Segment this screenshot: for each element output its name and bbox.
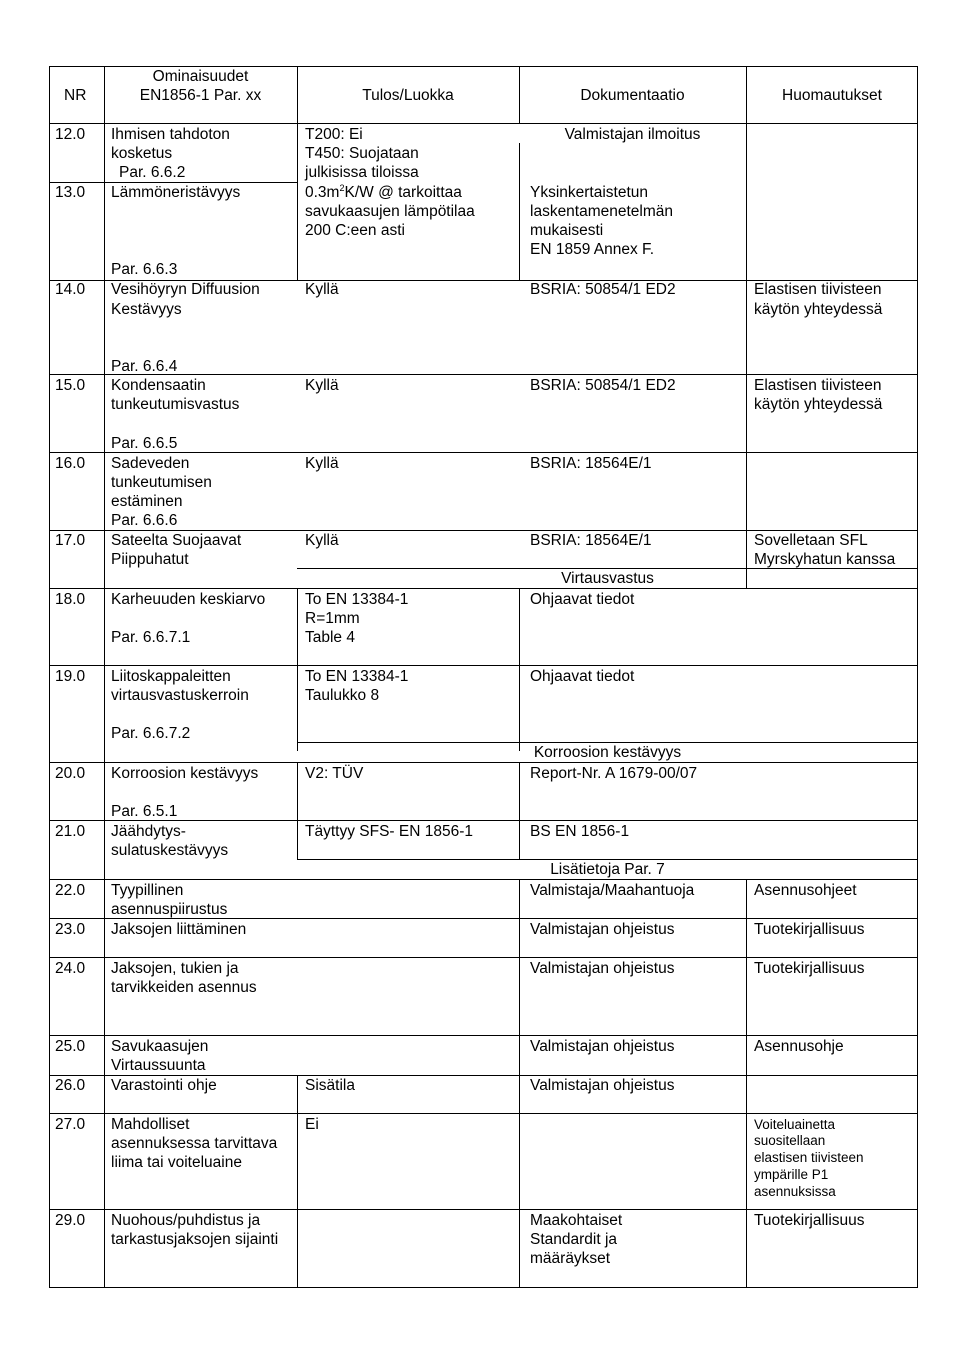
result: julkisissa tiloissa [305,164,419,181]
row-nr: 29.0 [55,1212,86,1229]
property: tarkastusjaksojen sijainti [111,1231,279,1248]
property: Karheuuden keskiarvo [111,591,266,608]
property: virtausvastuskerroin [111,687,249,704]
property: Piippuhatut [111,551,189,568]
documentation: mukaisesti [530,222,604,239]
property: sulatuskestävyys [111,842,229,859]
property-par: Par. 6.6.7.1 [111,629,191,646]
property: Mahdolliset [111,1116,190,1133]
property: Kondensaatin [111,377,206,394]
result: 200 C:een asti [305,222,405,239]
row-nr: 18.0 [55,591,86,608]
property: Kestävyys [111,301,182,318]
result: Kyllä [305,281,339,298]
note: Voiteluainetta [754,1117,836,1132]
col-divider [297,588,298,751]
result: Täyttyy SFS- EN 1856-1 [305,823,473,840]
note: Asennusohjeet [754,882,857,899]
property: estäminen [111,493,183,510]
documentation: Valmistajan ohjeistus [530,921,675,938]
header-huomautukset: Huomautukset [782,87,882,104]
col-divider [519,143,520,280]
row-nr: 24.0 [55,960,86,977]
result-superscript: 2 [339,183,345,193]
property-par: Par. 6.5.1 [111,803,178,820]
row-divider [49,820,918,821]
note: Elastisen tiivisteen [754,377,882,394]
row-divider [49,452,918,453]
section-heading: Korroosion kestävyys [533,744,682,761]
row-nr: 17.0 [55,532,86,549]
row-nr: 16.0 [55,455,86,472]
note: Elastisen tiivisteen [754,281,882,298]
row-divider [49,1113,918,1114]
property: Korroosion kestävyys [111,765,259,782]
note: Asennusohje [754,1038,844,1055]
result: savukaasujen lämpötilaa [305,203,475,220]
col-divider [297,762,298,859]
result: R=1mm [305,610,360,627]
row-divider [49,1209,918,1210]
row-nr: 19.0 [55,668,86,685]
result: To EN 13384-1 [305,668,409,685]
row-nr: 20.0 [55,765,86,782]
col-divider [297,123,298,280]
result: Ei [305,1116,319,1133]
result: Kyllä [305,532,339,549]
row-nr: 23.0 [55,921,86,938]
section-heading: Lisätietoja Par. 7 [550,861,665,878]
note: käytön yhteydessä [754,396,883,413]
property: Sadeveden [111,455,190,472]
documentation: Yksinkertaistetun [530,184,649,201]
result: Taulukko 8 [305,687,380,704]
property: Varastointi ohje [111,1077,217,1094]
documentation: laskentamenetelmän [530,203,674,220]
table-left-border [49,66,50,1288]
property: asennuksessa tarvittava [111,1135,278,1152]
result-unit: K/W @ tarkoittaa [344,184,462,201]
col-divider [519,762,520,859]
property-par: Par. 6.6.6 [111,512,178,529]
result: T450: Suojataan [305,145,419,162]
result: Table 4 [305,629,355,646]
note: suositellaan [754,1133,826,1148]
col-divider [297,1075,298,1287]
documentation: EN 1859 Annex F. [530,241,655,258]
row-nr: 27.0 [55,1116,86,1133]
property: tunkeutumisvastus [111,396,240,413]
documentation: Report-Nr. A 1679-00/07 [530,765,698,782]
documentation: määräykset [530,1250,611,1267]
note: Tuotekirjallisuus [754,960,865,977]
property: asennuspiirustus [111,901,228,918]
property: kosketus [111,145,173,162]
header-en-par: EN1856-1 Par. xx [139,87,262,104]
documentation: Maakohtaiset [530,1212,623,1229]
note: asennuksissa [754,1184,836,1199]
property-par: Par. 6.6.2 [119,164,186,181]
property: Jäähdytys- [111,823,186,840]
row-nr: 13.0 [55,184,86,201]
result: Kyllä [305,377,339,394]
property-par: Par. 6.6.4 [111,358,178,375]
col-divider [746,879,747,1287]
documentation: Valmistajan ohjeistus [530,960,675,977]
header-tulos: Tulos/Luokka [362,87,454,104]
note: Myrskyhatun kanssa [754,551,896,568]
row-nr: 12.0 [55,126,86,143]
note: Tuotekirjallisuus [754,1212,865,1229]
documentation: BSRIA: 18564E/1 [530,532,652,549]
row-nr: 15.0 [55,377,86,394]
result: Kyllä [305,455,339,472]
result [305,183,462,203]
property: Jaksojen liittäminen [111,921,247,938]
property: Jaksojen, tukien ja [111,960,239,977]
row-nr: 14.0 [55,281,86,298]
property: tarvikkeiden asennus [111,979,257,996]
table-bottom-border [49,1287,918,1288]
col-divider [519,879,520,1287]
row-nr: 21.0 [55,823,86,840]
note: käytön yhteydessä [754,301,883,318]
property: Liitoskappaleitten [111,668,231,685]
property: Tyypillinen [111,882,184,899]
documentation: Valmistaja/Maahantuoja [530,882,695,899]
row-divider [49,665,918,666]
property: Sateelta Suojaavat [111,532,242,549]
row-nr: 26.0 [55,1077,86,1094]
property: tunkeutumisen [111,474,212,491]
table-right-border [917,66,918,1288]
documentation: BSRIA: 50854/1 ED2 [530,281,676,298]
row-nr: 22.0 [55,882,86,899]
row-divider [49,374,918,375]
property-par: Par. 6.6.3 [111,261,178,278]
property: liima tai voiteluaine [111,1154,242,1171]
property-par: Par. 6.6.5 [111,435,178,452]
property: Virtaussuunta [111,1057,206,1074]
note: ympärille P1 [754,1167,829,1182]
col-divider [746,123,747,588]
row-divider [49,1035,918,1036]
result-value: 0.3m [305,184,340,201]
header-divider [49,123,918,124]
header-ominaisuudet: Ominaisuudet [152,68,249,85]
property: Nuohous/puhdistus ja [111,1212,261,1229]
property: Vesihöyryn Diffuusion [111,281,260,298]
note: elastisen tiivisteen [754,1150,864,1165]
documentation: Standardit ja [530,1231,618,1248]
documentation: Valmistajan ohjeistus [530,1038,675,1055]
documentation: Ohjaavat tiedot [530,591,635,608]
property-par: Par. 6.6.7.2 [111,725,191,742]
col-divider [519,588,520,751]
documentation: BSRIA: 18564E/1 [530,455,652,472]
row-nr: 25.0 [55,1038,86,1055]
section-heading: Virtausvastus [561,570,654,587]
property: Ihmisen tahdoton [111,126,230,143]
property: Lämmöneristävyys [111,184,241,201]
result: Sisätila [305,1077,355,1094]
header-nr: NR [64,87,87,104]
documentation: Ohjaavat tiedot [530,668,635,685]
result: T200: Ei [305,126,363,143]
note: Tuotekirjallisuus [754,921,865,938]
row-divider [49,957,918,958]
documentation: Valmistajan ohjeistus [530,1077,675,1094]
property: Savukaasujen [111,1038,209,1055]
documentation: BS EN 1856-1 [530,823,630,840]
note: Sovelletaan SFL [754,532,868,549]
result: V2: TÜV [305,765,364,782]
header-dokumentaatio: Dokumentaatio [580,87,685,104]
documentation: Valmistajan ilmoitus [564,126,701,143]
documentation: BSRIA: 50854/1 ED2 [530,377,676,394]
result: To EN 13384-1 [305,591,409,608]
